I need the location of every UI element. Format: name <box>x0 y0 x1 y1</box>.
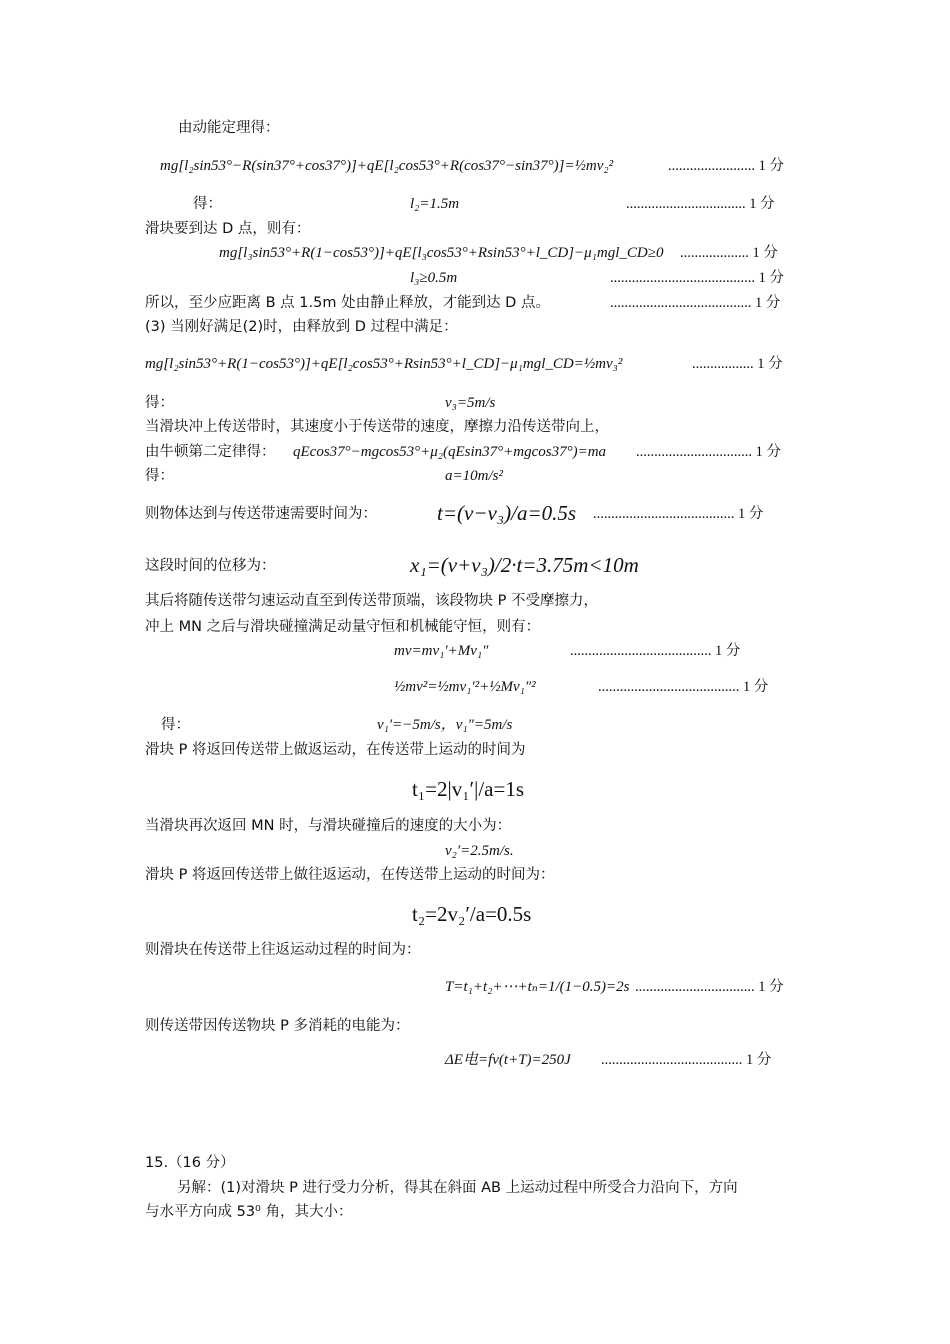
text-line: 当滑块冲上传送带时，其速度小于传送带的速度，摩擦力沿传送带向上， <box>145 419 609 435</box>
score-mark: ....................................... 1 分 <box>570 643 741 659</box>
score-mark: ....................................... 1 分 <box>610 295 781 311</box>
score-mark: ................................. 1 分 <box>635 979 784 995</box>
equation: T=t₁+t₂+⋯+tₙ=1/(1−0.5)=2s <box>445 979 630 995</box>
score-mark: ....................................... 1 分 <box>593 506 764 522</box>
equation: mv=mv₁′+Mv₁″ <box>394 643 489 659</box>
text-line: 这段时间的位移为： <box>145 558 276 574</box>
score-mark: ........................................ 1 分 <box>610 270 784 286</box>
text-line: 则滑块在传送带上往返运动过程的时间为： <box>145 942 421 958</box>
question-heading: 15.（16 分） <box>145 1155 235 1171</box>
text-line: 由牛顿第二定律得： <box>145 444 276 460</box>
text-line: 其后将随传送带匀速运动直至到传送带顶端，该段物块 P 不受摩擦力， <box>145 593 598 609</box>
equation: t₂=2v₂′/a=0.5s <box>412 902 532 926</box>
text-line: (3) 当刚好满足(2)时，由释放到 D 过程中满足： <box>145 319 458 335</box>
text-line: 则传送带因传送物块 P 多消耗的电能为： <box>145 1018 410 1034</box>
equation: t₁=2|v₁′|/a=1s <box>412 777 524 801</box>
text-line: 由动能定理得： <box>178 120 280 136</box>
text-line: 与水平方向成 53⁰ 角，其大小： <box>145 1204 353 1220</box>
score-mark: ....................................... 1 分 <box>601 1052 772 1068</box>
text-line: 当滑块再次返回 MN 时，与滑块碰撞后的速度的大小为： <box>145 818 512 834</box>
equation: l₃≥0.5m <box>410 270 458 286</box>
text-line: 得： <box>145 468 174 484</box>
text-line: 另解：(1)对滑块 P 进行受力分析，得其在斜面 AB 上运动过程中所受合力沿向下，方向 <box>177 1180 738 1196</box>
equation: qEcos37°−mgcos53°+μ₂(qEsin37°+mgcos37°)=ma <box>293 444 607 460</box>
text-line: 所以，至少应距离 B 点 1.5m 处由静止释放，才能到达 D 点。 <box>145 295 550 311</box>
equation: mg[l₂sin53°−R(sin37°+cos37°)]+qE[l₂cos53°+R(cos37°−sin37°)]=½mv₂² <box>160 158 614 174</box>
text-line: 滑块要到达 D 点，则有： <box>145 221 311 237</box>
equation: a=10m/s² <box>445 468 503 484</box>
score-mark: ................... 1 分 <box>680 245 778 261</box>
score-mark: ................. 1 分 <box>692 356 783 372</box>
equation: mg[l₂sin53°+R(1−cos53°)]+qE[l₂cos53°+Rsin53°+l_CD]−μ₁mgl_CD=½mv₃² <box>145 356 623 372</box>
text-line: 冲上 MN 之后与滑块碰撞满足动量守恒和机械能守恒，则有： <box>145 619 541 635</box>
equation: ΔE电=fv(t+T)=250J <box>445 1052 571 1068</box>
text-line: 得： <box>193 196 222 212</box>
text-line: 滑块 P 将返回传送带上做往返运动，在传送带上运动的时间为： <box>145 867 555 883</box>
equation: t=(v−v₃)/a=0.5s <box>437 501 577 525</box>
text-line: 得： <box>145 395 174 411</box>
text-line: 滑块 P 将返回传送带上做返运动，在传送带上运动的时间为 <box>145 742 526 758</box>
score-mark: ................................. 1 分 <box>626 196 775 212</box>
equation: ½mv²=½mv₁′²+½Mv₁″² <box>394 679 536 695</box>
score-mark: ....................................... 1 分 <box>598 679 769 695</box>
equation: l₂=1.5m <box>410 196 460 212</box>
text-line: 则物体达到与传送带速需要时间为： <box>145 506 377 522</box>
score-mark: ................................ 1 分 <box>636 444 781 460</box>
equation: mg[l₃sin53°+R(1−cos53°)]+qE[l₃cos53°+Rsin53°+l_CD]−μ₁mgl_CD≥0 <box>219 245 664 261</box>
text-line: 得： <box>161 717 190 733</box>
equation: v₂′=2.5m/s. <box>445 843 514 859</box>
score-mark: ........................ 1 分 <box>668 158 784 174</box>
equation: v₁′=−5m/s，v₁″=5m/s <box>377 717 513 733</box>
equation: v₃=5m/s <box>445 395 496 411</box>
equation: x₁=(v+v₃)/2·t=3.75m<10m <box>410 553 639 577</box>
